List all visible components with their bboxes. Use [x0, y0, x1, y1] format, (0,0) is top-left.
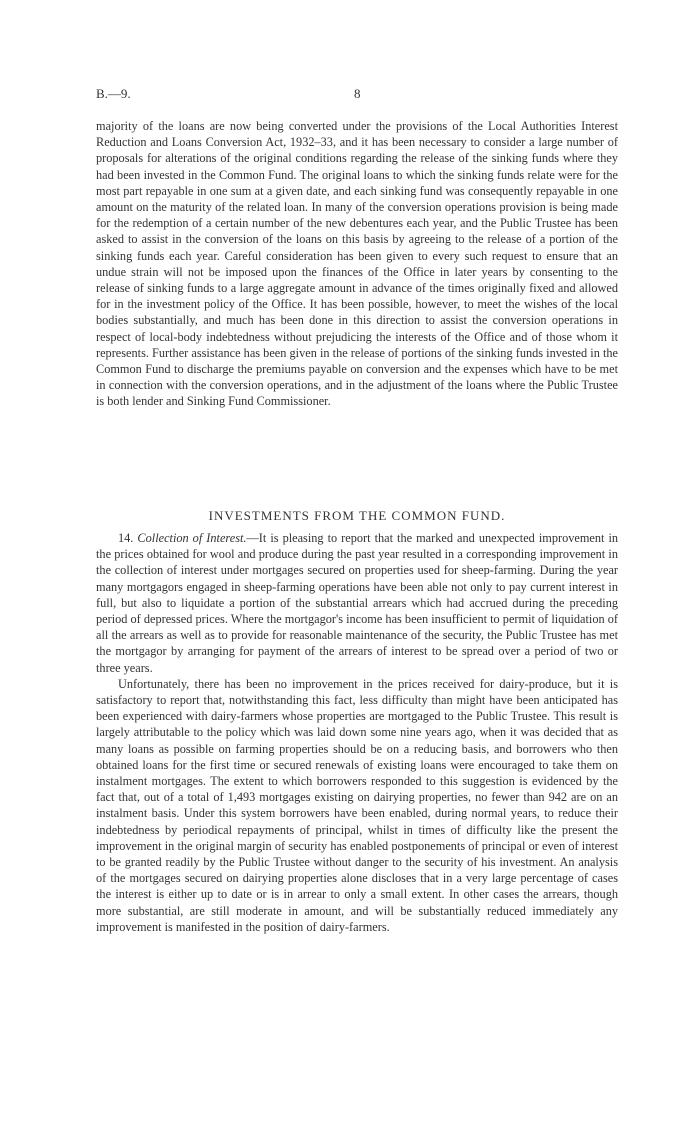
section-paragraph-1 — [96, 530, 618, 676]
section-investments — [96, 530, 618, 935]
continued-paragraph — [96, 118, 618, 410]
page-header — [96, 86, 618, 106]
section-heading: INVESTMENTS FROM THE COMMON FUND. — [208, 508, 506, 523]
page-number: 8 — [354, 86, 361, 101]
section-paragraph-1-text: —It is pleasing to report that the marked and unexpected improvement in the prices obtained for wool and produce during the past year resulted in a corresponding improvement in the collection of interest under mortgages secured on properties used for sheep-farming. During the year many mortgagors engaged in sheep-farming operations have been able not only to pay current interest in full, but also to liquidate a portion of the substantial arrears which had accrued during the preceding period of depressed prices. Where the mortgagor's income has been insufficient to permit of liquidation of all the arrears as well as to provide for reasonable maintenance of the security, the Public Trustee has met the mortgagor by arranging for payment of the arrears of interest to be spread over a period of two or three years. — [96, 531, 619, 675]
section-title: Collection of Interest. — [137, 531, 247, 545]
section-number: 14. — [118, 531, 134, 545]
document-reference: B.—9. — [96, 86, 131, 101]
section-paragraph-2: Unfortunately, there has been no improvement in the prices received for dairy-produce, but it is satisfactory to report that, notwithstanding this fact, less difficulty than might have been anticipated has been experienced with dairy-farmers whose properties are mortgaged to the Public Trustee. This result is largely attributable to the policy which was laid down some nine years ago, when it was decided that as many loans as possible on farming properties should be on a reducing basis, and borrowers who then obtained loans for the first time or secured renewals of existing loans were encouraged to take them on instalment mortgages. The extent to which borrowers responded to this suggestion is evidenced by the fact that, out of a total of 1,493 mortgages existing on dairying properties, no fewer than 942 are on an instalment basis. Under this system borrowers have been enabled, during normal years, to reduce their indebtedness by periodical repayments of principal, whilst in times of difficulty like the present the improvement in the original margin of security has enabled postponements of principal or even of interest to be granted readily by the Public Trustee without danger to the security of his investment. An analysis of the mortgages secured on dairying properties alone discloses that in a very large percentage of cases the interest is either up to date or is in arrear to only a small extent. In other cases the arrears, though more substantial, are still moderate in amount, and will be substantially reduced immediately any improvement is manifested in the position of dairy-farmers. — [96, 676, 618, 934]
paragraph-text: majority of the loans are now being converted under the provisions of the Local Authorities Interest Reduction and Loans Conversion Act, 1932–33, and it has been necessary to consider a large number of proposals for alterations of the original conditions regarding the release of the sinking funds where they had been invested in the Common Fund. The original loans to which the sinking funds relate were for the most part repayable in one sum at a given date, and each sinking fund was consequently repayable in one amount on the maturity of the related loan. In many of the conversion operations provision is being made for the redemption of a certain number of the new debentures each year, and the Public Trustee has been asked to assist in the conversion of the loans on this basis by agreeing to the release of a portion of the sinking funds each year. Careful consideration has been given to every such request to ensure that an undue strain will not be imposed upon the finances of the Office in later years by consenting to the release of sinking funds to a large aggregate amount in advance of the times originally fixed and allowed for in the investment policy of the Office. It has been possible, however, to meet the wishes of the local bodies substantially, and much has been done in this direction to assist the conversion operations in respect of local-body indebtedness without prejudicing the interests of the Office and of those whom it represents. Further assistance has been given in the release of portions of the sinking funds invested in the Common Fund to discharge the premiums payable on conversion and the expenses which have to be met in connection with the conversion operations, and in the adjustment of the loans where the Public Trustee is both lender and Sinking Fund Commissioner. — [96, 119, 618, 409]
